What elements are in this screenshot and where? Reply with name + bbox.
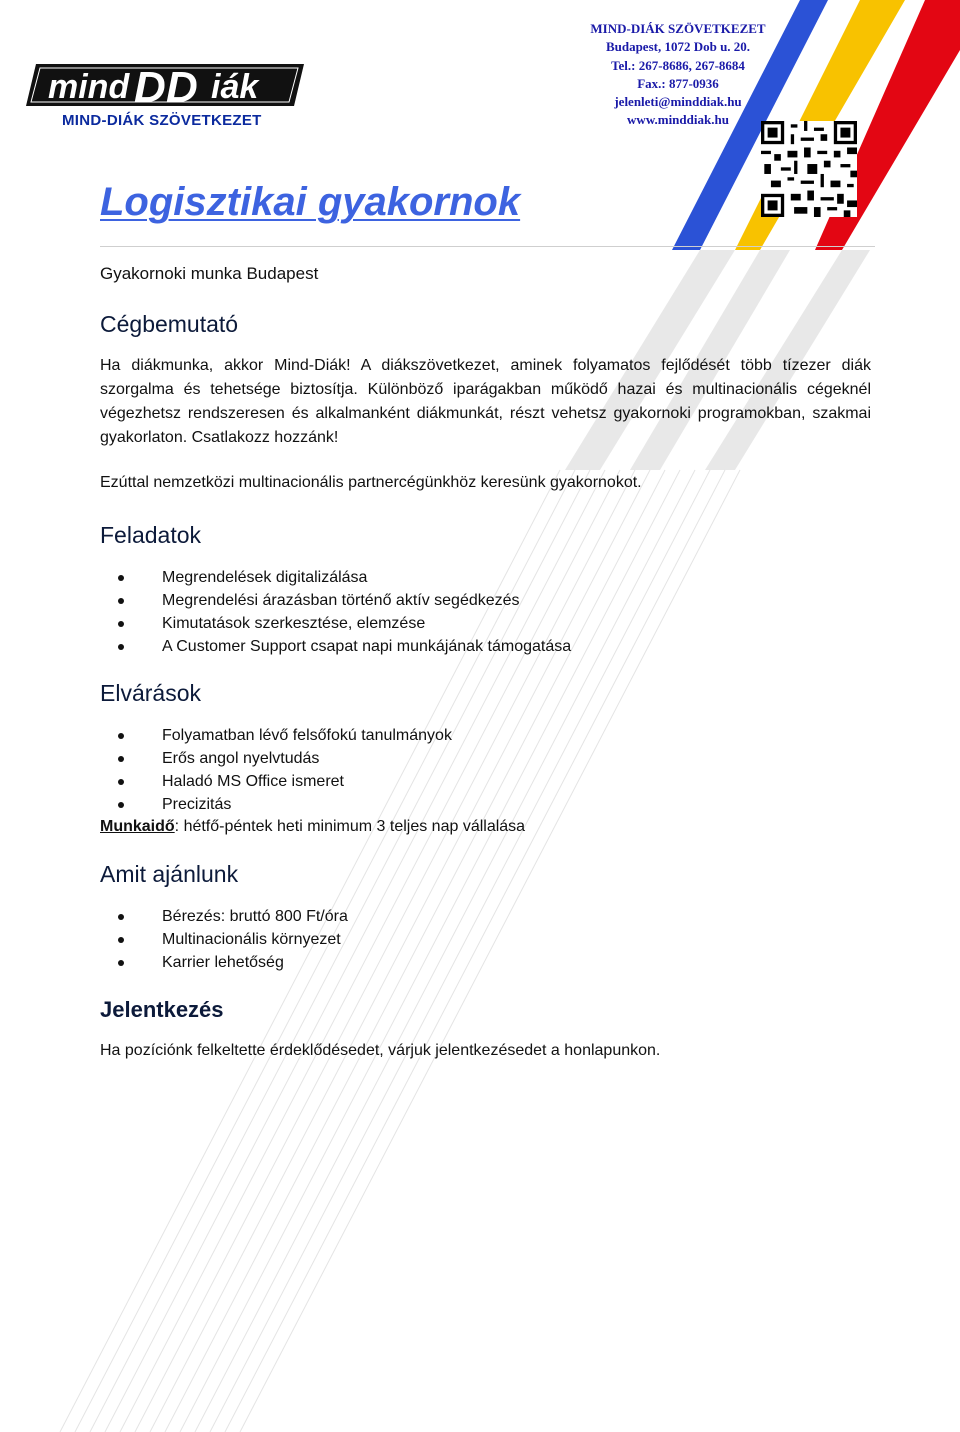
apply-heading: Jelentkezés xyxy=(100,997,224,1022)
list-item: Karrier lehetőség xyxy=(118,951,348,974)
tasks-list xyxy=(118,566,571,658)
list-item: Kimutatások szerkesztése, elemzése xyxy=(118,612,571,635)
list-item: Megrendelési árazásban történő aktív segédkezés xyxy=(118,589,571,612)
worktime-label: Munkaidő xyxy=(100,818,175,835)
list-item: Megrendelések digitalizálása xyxy=(118,566,571,589)
apply-text: Ha pozíciónk felkeltette érdeklődésedet, várjuk jelentkezésedet a honlapunkon. xyxy=(100,1042,661,1059)
company-heading: Cégbemutató xyxy=(100,311,239,337)
contact-website[interactable]: www.minddiak.hu xyxy=(627,112,729,128)
list-item: A Customer Support csapat napi munkájának támogatása xyxy=(118,635,571,658)
tasks-heading: Feladatok xyxy=(100,522,202,548)
svg-text:D: D xyxy=(134,63,166,112)
contact-company: MIND-DIÁK SZÖVETKEZET xyxy=(590,21,766,36)
qr-code xyxy=(761,121,857,217)
list-item: Bérezés: bruttó 800 Ft/óra xyxy=(118,905,348,928)
company-note: Ezúttal nemzetközi multinacionális partnercégünkhöz keresünk gyakornokot. xyxy=(100,474,642,491)
offer-list xyxy=(118,905,348,974)
worktime-text: : hétfő-péntek heti minimum 3 teljes nap vállalása xyxy=(174,818,526,835)
list-item: Erős angol nyelvtudás xyxy=(118,747,452,770)
offer-heading: Amit ajánlunk xyxy=(100,861,239,887)
logo-subtitle: MIND-DIÁK SZÖVETKEZET xyxy=(62,112,262,129)
title-divider xyxy=(100,246,875,247)
svg-text:iák: iák xyxy=(211,68,259,106)
company-description: Ha diákmunka, akkor Mind-Diák! A diákszövetkezet, aminek folyamatos fejlődését több tízezer diák szorgalma és tehetsége biztosítja. Különböző iparágakban működő hazai és multinacionális cégeknél végezhetsz rendszeresen és alkalmanként diákmunkát, részt vehetsz gyakornoki programokban, szakmai gyakorlaton. Csatlakozz hozzánk! xyxy=(100,357,871,446)
requirements-heading: Elvárások xyxy=(100,680,201,706)
contact-phone: Tel.: 267-8686, 267-8684 xyxy=(611,57,745,73)
svg-text:mind: mind xyxy=(48,68,130,106)
requirements-list xyxy=(118,724,452,816)
contact-info xyxy=(565,20,791,130)
job-subtitle: Gyakornoki munka Budapest xyxy=(100,264,319,283)
list-item: Precizitás xyxy=(118,793,452,816)
list-item: Haladó MS Office ismeret xyxy=(118,770,452,793)
list-item: Multinacionális környezet xyxy=(118,928,348,951)
contact-email[interactable]: jelenleti@minddiak.hu xyxy=(614,94,742,110)
worktime-line xyxy=(100,818,525,836)
svg-text:D: D xyxy=(166,63,198,112)
contact-fax: Fax.: 877-0936 xyxy=(637,75,719,91)
contact-address: Budapest, 1072 Dob u. 20. xyxy=(605,39,751,55)
job-title: Logisztikai gyakornok xyxy=(100,180,521,224)
list-item: Folyamatban lévő felsőfokú tanulmányok xyxy=(118,724,452,747)
